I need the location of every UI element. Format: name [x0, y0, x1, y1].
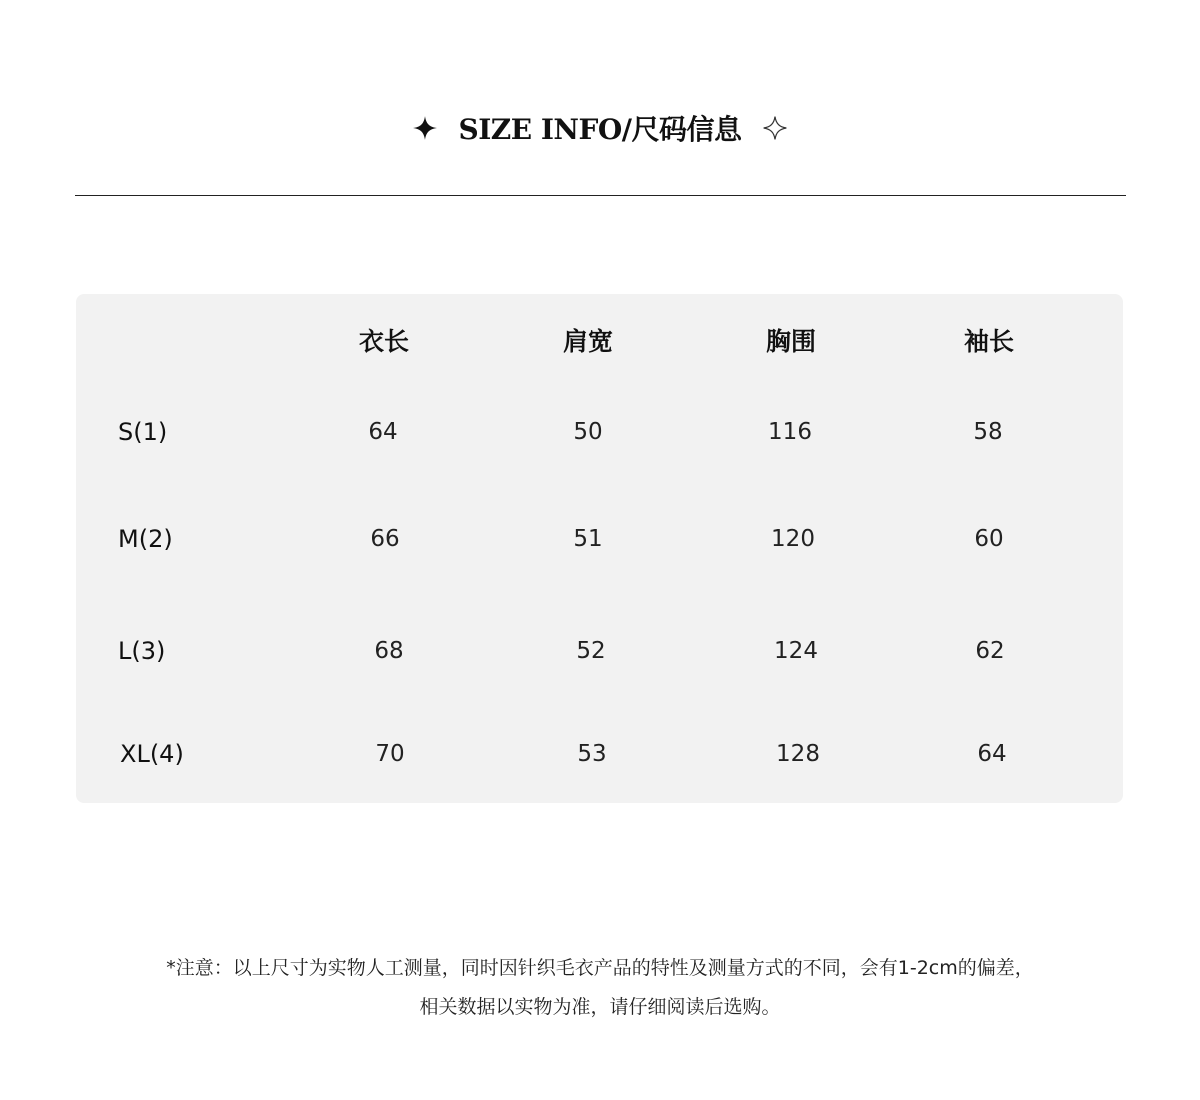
size-label: XL(4) [120, 740, 184, 768]
value-sleeve: 58 [973, 419, 1003, 445]
column-header-chest: 胸围 [765, 327, 817, 356]
star-filled-icon [412, 115, 438, 141]
value-shoulder: 50 [573, 419, 603, 445]
value-chest: 116 [768, 419, 812, 445]
value-sleeve: 62 [975, 638, 1005, 664]
value-chest: 124 [774, 638, 818, 664]
value-sleeve: 60 [974, 526, 1004, 552]
value-sleeve: 64 [977, 741, 1007, 767]
value-length: 64 [368, 419, 398, 445]
value-length: 68 [374, 638, 404, 664]
value-shoulder: 51 [573, 526, 603, 552]
page-title: SIZE INFO/尺码信息 [458, 113, 742, 146]
star-outline-icon [762, 115, 788, 141]
column-header-shoulder: 肩宽 [562, 327, 614, 356]
title-divider [75, 195, 1126, 196]
value-length: 70 [375, 741, 405, 767]
value-shoulder: 52 [576, 638, 606, 664]
size-table [76, 294, 1123, 803]
measurement-note-line1: *注意：以上尺寸为实物人工测量，同时因针织毛衣产品的特性及测量方式的不同，会有1-2cm的偏差， [166, 957, 1034, 979]
column-header-length: 衣长 [358, 327, 410, 356]
size-label: M(2) [118, 525, 173, 553]
value-chest: 120 [771, 526, 815, 552]
column-header-sleeve: 袖长 [963, 327, 1015, 356]
size-label: S(1) [118, 418, 168, 446]
section-title [0, 100, 1200, 156]
value-length: 66 [370, 526, 400, 552]
value-shoulder: 53 [577, 741, 607, 767]
measurement-note-line2: 相关数据以实物为准，请仔细阅读后选购。 [419, 996, 781, 1018]
value-chest: 128 [776, 741, 820, 767]
size-label: L(3) [118, 637, 166, 665]
